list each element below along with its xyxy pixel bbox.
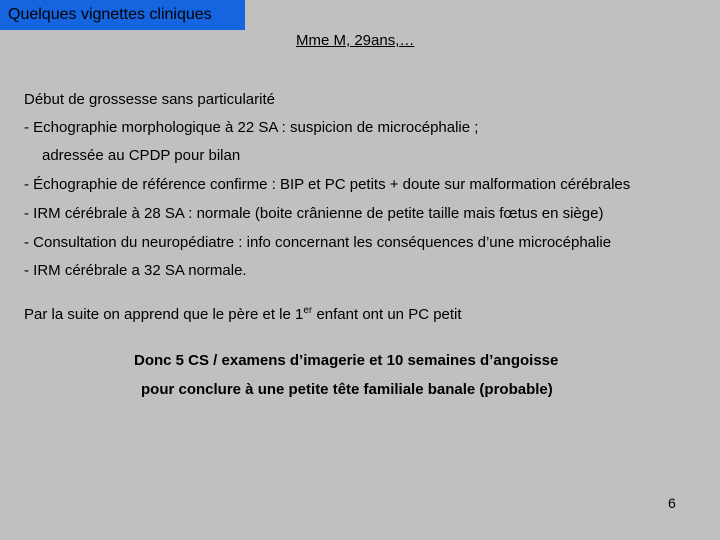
followup-text-end: enfant ont un PC petit xyxy=(312,306,462,323)
list-item-continuation: adressée au CPDP pour bilan xyxy=(42,147,241,164)
patient-subtitle: Mme M, 29ans,… xyxy=(296,32,415,49)
list-item: - Echographie morphologique à 22 SA : suspicion de microcéphalie ; xyxy=(24,119,479,136)
list-item: - Échographie de référence confirme : BIP et PC petits + doute sur malformation cérébrales xyxy=(24,176,631,193)
conclusion-line-1: Donc 5 CS / examens d’imagerie et 10 semaines d’angoisse xyxy=(134,352,559,369)
intro-line: Début de grossesse sans particularité xyxy=(24,91,275,108)
list-item: - IRM cérébrale à 28 SA : normale (boite crânienne de petite taille mais fœtus en siège) xyxy=(24,205,604,222)
followup-text-start: Par la suite on apprend que le père et le 1 xyxy=(24,306,304,323)
list-item: - Consultation du neuropédiatre : info concernant les conséquences d’une microcéphalie xyxy=(24,234,612,251)
conclusion-line-2: pour conclure à une petite tête familiale banale (probable) xyxy=(141,381,553,398)
page-number: 6 xyxy=(668,495,676,511)
slide-title: Quelques vignettes cliniques xyxy=(0,0,245,30)
followup-superscript: er xyxy=(303,305,313,316)
followup-line xyxy=(24,306,462,323)
list-item: - IRM cérébrale a 32 SA normale. xyxy=(24,262,247,279)
